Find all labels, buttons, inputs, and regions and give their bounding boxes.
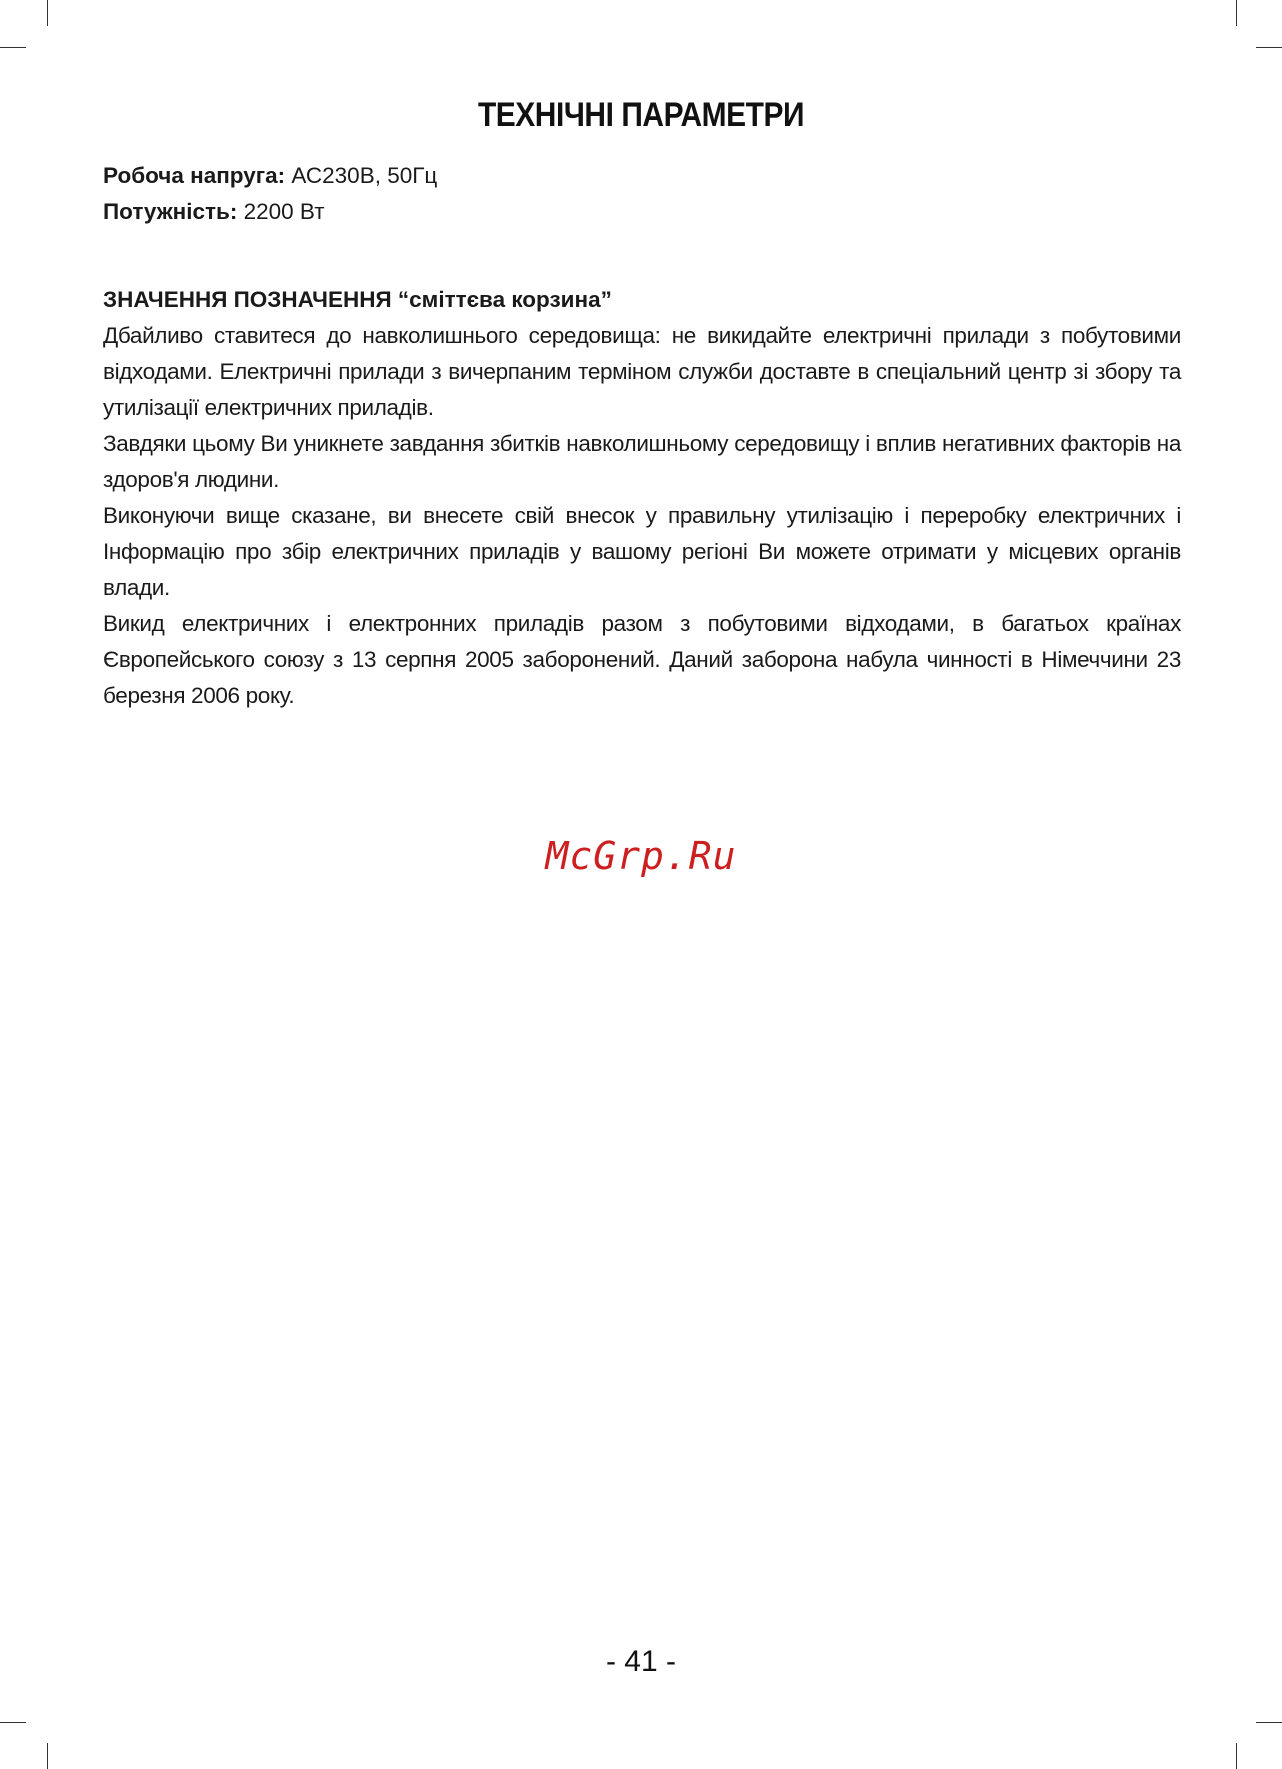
section-heading: ЗНАЧЕННЯ ПОЗНАЧЕННЯ “сміттєва корзина” bbox=[103, 287, 612, 312]
watermark-text: McGrp.Ru bbox=[545, 834, 737, 878]
spec-voltage-value: АС230В, 50Гц bbox=[285, 163, 438, 188]
paragraph: Завдяки цьому Ви уникнете завдання збитків навколишньому середовищу і вплив негативних факторів на здоров'я людини. bbox=[103, 431, 1181, 492]
paragraph: Викид електричних і електронних приладів разом з побутовими відходами, в багатьох країнах Європейського союзу з 13 серпня 2005 заборонений. Даний заборона набула чинності в Німеччини 23 березня 2006 року. bbox=[103, 611, 1181, 708]
document-body bbox=[103, 158, 1181, 714]
crop-mark bbox=[47, 1743, 48, 1769]
spec-voltage-label: Робоча напруга: bbox=[103, 163, 286, 188]
crop-mark bbox=[1256, 47, 1282, 48]
crop-mark bbox=[1256, 1722, 1282, 1723]
crop-mark bbox=[1236, 1743, 1237, 1769]
paragraph: Дбайливо ставитеся до навколишнього середовища: не викидайте електричні прилади з побутовими відходами. Електричні прилади з вичерпаним терміном служби доставте в спеціальний центр зі збору та утилізації електричних приладів. bbox=[103, 323, 1181, 420]
paragraph: Виконуючи вище сказане, ви внесете свій внесок у правильну утилізацію і переробку електричних і Інформацію про збір електричних приладів у вашому регіоні Ви можете отримати у місцевих органів влади. bbox=[103, 503, 1181, 600]
crop-mark bbox=[47, 0, 48, 26]
page-title: ТЕХНІЧНІ ПАРАМЕТРИ bbox=[477, 96, 805, 134]
crop-mark bbox=[0, 1722, 26, 1723]
page-number: - 41 - bbox=[605, 1645, 677, 1678]
spec-power bbox=[103, 194, 1181, 230]
spec-power-value: 2200 Вт bbox=[237, 199, 325, 224]
crop-mark bbox=[0, 47, 26, 48]
spec-power-label: Потужність: bbox=[103, 199, 238, 224]
spec-voltage bbox=[103, 158, 1181, 194]
crop-mark bbox=[1236, 0, 1237, 26]
